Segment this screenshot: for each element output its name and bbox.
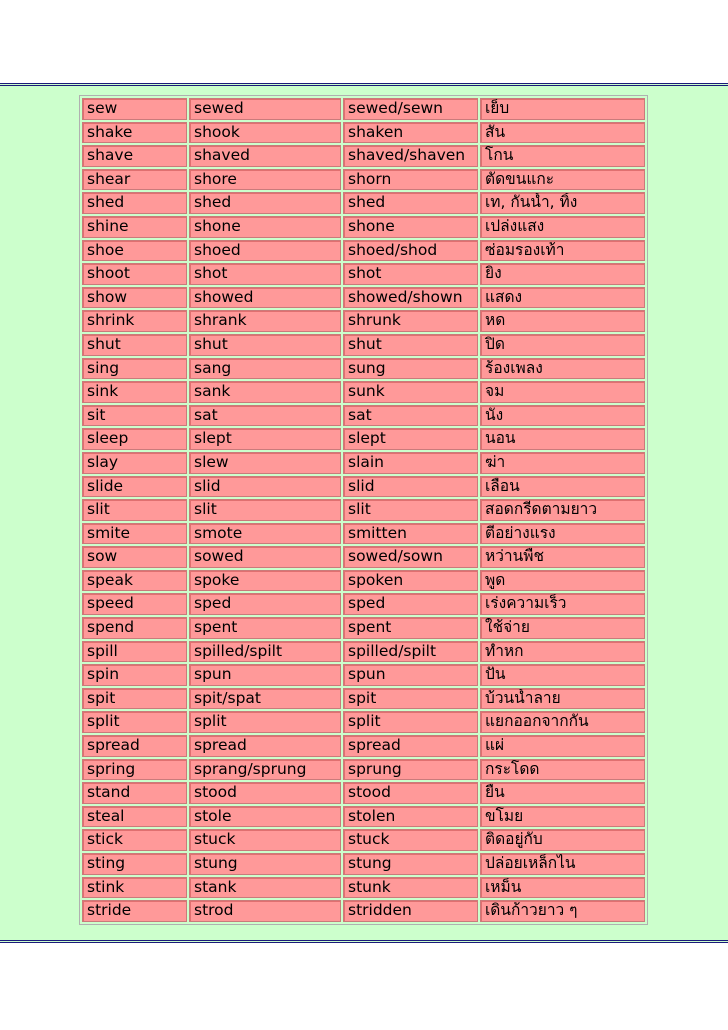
past-simple-cell: sang xyxy=(189,358,341,380)
past-simple-cell: spent xyxy=(189,617,341,639)
table-row xyxy=(82,711,645,733)
past-simple-cell: shore xyxy=(189,169,341,191)
base-form-cell: slay xyxy=(82,452,187,474)
past-participle-cell: spun xyxy=(343,664,478,686)
past-simple-cell: stung xyxy=(189,853,341,875)
base-form-cell: spit xyxy=(82,688,187,710)
base-form-cell: slide xyxy=(82,476,187,498)
past-simple-cell: split xyxy=(189,711,341,733)
past-simple-cell: sank xyxy=(189,381,341,403)
past-participle-cell: shaved/shaven xyxy=(343,145,478,167)
table-row xyxy=(82,853,645,875)
table-row xyxy=(82,782,645,804)
table-row xyxy=(82,499,645,521)
base-form-cell: spring xyxy=(82,759,187,781)
past-simple-cell: shaved xyxy=(189,145,341,167)
table-row xyxy=(82,216,645,238)
thai-meaning-cell: หด xyxy=(480,310,645,332)
thai-meaning-cell: สั่น xyxy=(480,122,645,144)
past-participle-cell: stung xyxy=(343,853,478,875)
thai-meaning-cell: เหม็น xyxy=(480,877,645,899)
table-row xyxy=(82,287,645,309)
table-row xyxy=(82,381,645,403)
past-simple-cell: shot xyxy=(189,263,341,285)
base-form-cell: stand xyxy=(82,782,187,804)
past-participle-cell: slain xyxy=(343,452,478,474)
past-participle-cell: spoken xyxy=(343,570,478,592)
base-form-cell: sleep xyxy=(82,428,187,450)
base-form-cell: shed xyxy=(82,192,187,214)
thai-meaning-cell: ติดอยู่กับ xyxy=(480,829,645,851)
base-form-cell: shave xyxy=(82,145,187,167)
past-simple-cell: shone xyxy=(189,216,341,238)
table-row xyxy=(82,428,645,450)
table-row xyxy=(82,523,645,545)
base-form-cell: spin xyxy=(82,664,187,686)
past-participle-cell: stridden xyxy=(343,900,478,922)
past-participle-cell: showed/shown xyxy=(343,287,478,309)
base-form-cell: sting xyxy=(82,853,187,875)
thai-meaning-cell: โกน xyxy=(480,145,645,167)
thai-meaning-cell: บ้วนน้ำลาย xyxy=(480,688,645,710)
base-form-cell: speed xyxy=(82,593,187,615)
past-participle-cell: slid xyxy=(343,476,478,498)
past-participle-cell: sped xyxy=(343,593,478,615)
past-simple-cell: smote xyxy=(189,523,341,545)
past-simple-cell: spread xyxy=(189,735,341,757)
thai-meaning-cell: แผ่ xyxy=(480,735,645,757)
thai-meaning-cell: นั่ง xyxy=(480,405,645,427)
table-row xyxy=(82,192,645,214)
past-simple-cell: sat xyxy=(189,405,341,427)
past-participle-cell: sat xyxy=(343,405,478,427)
thai-meaning-cell: ซ่อมรองเท้า xyxy=(480,240,645,262)
base-form-cell: sew xyxy=(82,98,187,120)
table-row xyxy=(82,735,645,757)
past-simple-cell: shrank xyxy=(189,310,341,332)
thai-meaning-cell: ร้องเพลง xyxy=(480,358,645,380)
table-row xyxy=(82,405,645,427)
table-row xyxy=(82,476,645,498)
thai-meaning-cell: ปล่อยเหล็กไน xyxy=(480,853,645,875)
table-row xyxy=(82,452,645,474)
base-form-cell: shoot xyxy=(82,263,187,285)
thai-meaning-cell: แยกออกจากกัน xyxy=(480,711,645,733)
past-participle-cell: smitten xyxy=(343,523,478,545)
past-simple-cell: sprang/sprung xyxy=(189,759,341,781)
past-simple-cell: shook xyxy=(189,122,341,144)
past-participle-cell: spent xyxy=(343,617,478,639)
past-participle-cell: shrunk xyxy=(343,310,478,332)
thai-meaning-cell: แสดง xyxy=(480,287,645,309)
thai-meaning-cell: เย็บ xyxy=(480,98,645,120)
thai-meaning-cell: ตีอย่างแรง xyxy=(480,523,645,545)
base-form-cell: sink xyxy=(82,381,187,403)
base-form-cell: show xyxy=(82,287,187,309)
past-participle-cell: shot xyxy=(343,263,478,285)
past-simple-cell: shut xyxy=(189,334,341,356)
past-simple-cell: slid xyxy=(189,476,341,498)
thai-meaning-cell: ปั่น xyxy=(480,664,645,686)
thai-meaning-cell: เท, กันน้ำ, ทิ้ง xyxy=(480,192,645,214)
past-participle-cell: shed xyxy=(343,192,478,214)
table-row xyxy=(82,169,645,191)
past-participle-cell: sunk xyxy=(343,381,478,403)
past-simple-cell: stuck xyxy=(189,829,341,851)
thai-meaning-cell: นอน xyxy=(480,428,645,450)
past-participle-cell: shoed/shod xyxy=(343,240,478,262)
table-row xyxy=(82,546,645,568)
base-form-cell: shake xyxy=(82,122,187,144)
base-form-cell: sow xyxy=(82,546,187,568)
past-participle-cell: sung xyxy=(343,358,478,380)
base-form-cell: shoe xyxy=(82,240,187,262)
base-form-cell: sing xyxy=(82,358,187,380)
past-simple-cell: spit/spat xyxy=(189,688,341,710)
thai-meaning-cell: สอดกรีดตามยาว xyxy=(480,499,645,521)
past-participle-cell: shaken xyxy=(343,122,478,144)
table-row xyxy=(82,829,645,851)
table-row xyxy=(82,688,645,710)
base-form-cell: shear xyxy=(82,169,187,191)
thai-meaning-cell: เปล่งแสง xyxy=(480,216,645,238)
table-row xyxy=(82,664,645,686)
table-row xyxy=(82,263,645,285)
table-row xyxy=(82,900,645,922)
past-participle-cell: stuck xyxy=(343,829,478,851)
base-form-cell: spend xyxy=(82,617,187,639)
table-row xyxy=(82,593,645,615)
base-form-cell: stink xyxy=(82,877,187,899)
base-form-cell: spill xyxy=(82,641,187,663)
past-simple-cell: spun xyxy=(189,664,341,686)
table-row xyxy=(82,570,645,592)
table-row xyxy=(82,240,645,262)
past-simple-cell: slept xyxy=(189,428,341,450)
base-form-cell: spread xyxy=(82,735,187,757)
thai-meaning-cell: ปิด xyxy=(480,334,645,356)
base-form-cell: split xyxy=(82,711,187,733)
base-form-cell: steal xyxy=(82,806,187,828)
past-simple-cell: showed xyxy=(189,287,341,309)
base-form-cell: slit xyxy=(82,499,187,521)
past-simple-cell: shoed xyxy=(189,240,341,262)
base-form-cell: stick xyxy=(82,829,187,851)
thai-meaning-cell: เร่งความเร็ว xyxy=(480,593,645,615)
past-simple-cell: slit xyxy=(189,499,341,521)
past-participle-cell: shorn xyxy=(343,169,478,191)
base-form-cell: speak xyxy=(82,570,187,592)
past-participle-cell: sowed/sown xyxy=(343,546,478,568)
base-form-cell: stride xyxy=(82,900,187,922)
table-row xyxy=(82,641,645,663)
past-participle-cell: stolen xyxy=(343,806,478,828)
thai-meaning-cell: หว่านพืช xyxy=(480,546,645,568)
past-simple-cell: stank xyxy=(189,877,341,899)
past-participle-cell: spit xyxy=(343,688,478,710)
irregular-verb-table xyxy=(79,95,648,925)
base-form-cell: shrink xyxy=(82,310,187,332)
past-simple-cell: sped xyxy=(189,593,341,615)
verb-table-body xyxy=(82,98,645,922)
base-form-cell: shine xyxy=(82,216,187,238)
past-simple-cell: shed xyxy=(189,192,341,214)
table-row xyxy=(82,145,645,167)
table-row xyxy=(82,617,645,639)
thai-meaning-cell: ฆ่า xyxy=(480,452,645,474)
past-simple-cell: sewed xyxy=(189,98,341,120)
thai-meaning-cell: เลื่อน xyxy=(480,476,645,498)
thai-meaning-cell: เดินก้าวยาว ๆ xyxy=(480,900,645,922)
table-row xyxy=(82,98,645,120)
past-participle-cell: sprung xyxy=(343,759,478,781)
thai-meaning-cell: กระโดด xyxy=(480,759,645,781)
table-row xyxy=(82,310,645,332)
past-participle-cell: stunk xyxy=(343,877,478,899)
base-form-cell: sit xyxy=(82,405,187,427)
past-participle-cell: split xyxy=(343,711,478,733)
past-participle-cell: slit xyxy=(343,499,478,521)
past-simple-cell: spilled/spilt xyxy=(189,641,341,663)
past-simple-cell: sowed xyxy=(189,546,341,568)
thai-meaning-cell: ทำหก xyxy=(480,641,645,663)
table-row xyxy=(82,358,645,380)
past-participle-cell: shut xyxy=(343,334,478,356)
table-row xyxy=(82,806,645,828)
past-participle-cell: stood xyxy=(343,782,478,804)
past-simple-cell: spoke xyxy=(189,570,341,592)
base-form-cell: smite xyxy=(82,523,187,545)
thai-meaning-cell: ตัดขนแกะ xyxy=(480,169,645,191)
thai-meaning-cell: ขโมย xyxy=(480,806,645,828)
table-row xyxy=(82,759,645,781)
past-participle-cell: spilled/spilt xyxy=(343,641,478,663)
past-participle-cell: sewed/sewn xyxy=(343,98,478,120)
thai-meaning-cell: ยืน xyxy=(480,782,645,804)
thai-meaning-cell: พูด xyxy=(480,570,645,592)
thai-meaning-cell: จม xyxy=(480,381,645,403)
table-row xyxy=(82,877,645,899)
table-row xyxy=(82,334,645,356)
past-simple-cell: stood xyxy=(189,782,341,804)
table-row xyxy=(82,122,645,144)
past-participle-cell: spread xyxy=(343,735,478,757)
past-participle-cell: slept xyxy=(343,428,478,450)
thai-meaning-cell: ใช้จ่าย xyxy=(480,617,645,639)
past-simple-cell: strod xyxy=(189,900,341,922)
past-simple-cell: stole xyxy=(189,806,341,828)
thai-meaning-cell: ยิง xyxy=(480,263,645,285)
base-form-cell: shut xyxy=(82,334,187,356)
past-simple-cell: slew xyxy=(189,452,341,474)
past-participle-cell: shone xyxy=(343,216,478,238)
